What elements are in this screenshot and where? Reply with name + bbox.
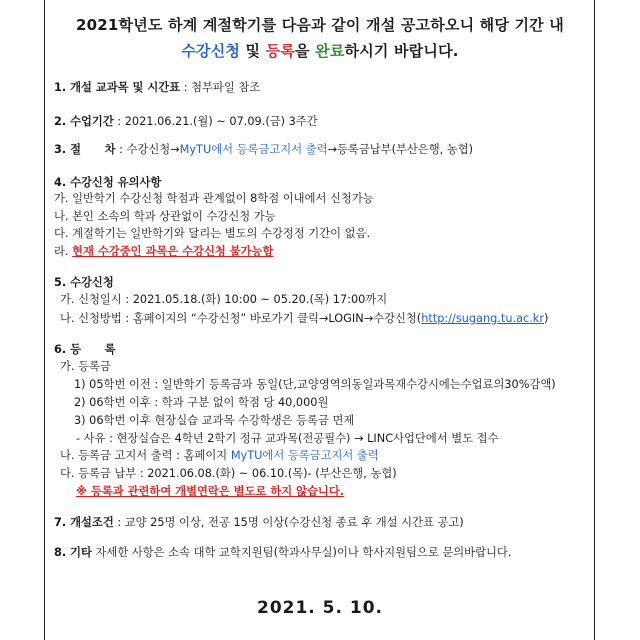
section-4-label: 4. 수강신청 유의사항 bbox=[54, 176, 162, 189]
title-rest: 하시기 바랍니다. bbox=[344, 42, 459, 60]
notice-title-line2 bbox=[0, 40, 640, 61]
section-4-item-ga: 가. 일반학기 수강신청 학점과 관계없이 8학점 이내에서 신청가능 bbox=[54, 192, 374, 205]
section-5-item-na bbox=[60, 312, 548, 326]
section-4-item-ra-prefix: 라. bbox=[54, 245, 73, 258]
notice-title-line1: 2021학년도 하계 계절학기를 다음과 같이 개설 공고하오니 해당 기간 내 bbox=[76, 16, 564, 34]
section-8-text: 자세한 사항은 소속 대학 교학지원팀(학과사무실)이나 학사지원팀으로 문의바랍니다. bbox=[91, 546, 512, 559]
section-6-item-na-text: 나. 등록금 고지서 출력 : 홈페이지 bbox=[60, 449, 231, 462]
title-eul: 을 bbox=[295, 42, 316, 60]
section-6-subitem-3: 3) 06학번 이후 현장실습 교과목 수강학생은 등록금 면제 bbox=[74, 414, 355, 427]
section-1-label: 1. 개설 교과목 및 시간표 bbox=[54, 81, 181, 94]
section-6-item-na bbox=[60, 449, 379, 463]
section-7 bbox=[54, 516, 464, 530]
title-and: 및 bbox=[240, 42, 266, 60]
title-register-course: 수강신청 bbox=[181, 42, 241, 60]
sugang-link[interactable]: http://sugang.tu.ac.kr bbox=[421, 312, 544, 325]
section-6-item-da: 다. 등록금 납부 : 2021.06.08.(화) ~ 06.10.(목)- (부산은행, 농협) bbox=[60, 467, 397, 480]
section-6-reason: - 사유 : 현장실습은 4학년 2학기 정규 교과목(전공필수) → LINC사업단에서 별도 접수 bbox=[76, 432, 499, 445]
title-registration: 등록 bbox=[265, 42, 296, 60]
title-complete: 완료 bbox=[315, 42, 345, 60]
notice-date: 2021. 5. 10. bbox=[256, 598, 383, 618]
section-1-text: : 첨부파일 참조 bbox=[180, 81, 261, 94]
section-5-item-na-text: 나. 신청방법 : 홈페이지의 “수강신청” 바로가기 클릭→LOGIN→수강신청( bbox=[60, 312, 422, 325]
section-7-text: : 교양 25명 이상, 전공 15명 이상(수강신청 종료 후 개설 시간표 공고) bbox=[113, 516, 464, 529]
section-4-item-ra-text: 현재 수강중인 과목은 수강신청 불가능함 bbox=[72, 245, 274, 258]
section-1 bbox=[54, 81, 260, 95]
section-6-subitem-2: 2) 06학번 이후 : 학과 구분 없이 학점 당 40,000원 bbox=[74, 396, 329, 409]
section-3-label: 3. 절 차 bbox=[54, 143, 116, 156]
section-5-item-ga: 가. 신청일시 : 2021.05.18.(화) 10:00 ~ 05.20.(목) 17:00까지 bbox=[60, 293, 388, 306]
section-5-item-na-close: ) bbox=[543, 312, 549, 325]
section-4-item-da: 다. 계절학기는 일반학기와 달리는 별도의 수강정정 기간이 없음. bbox=[54, 227, 371, 240]
section-4-item-na: 나. 본인 소속의 학과 상관없이 수강신청 가능 bbox=[54, 210, 276, 223]
section-6-label: 6. 등 록 bbox=[54, 343, 116, 356]
section-6-subitem-1: 1) 05학번 이전 : 일반학기 등록금과 동일(단,교양영역의동일과목재수강시에는수업료의30%감액) bbox=[74, 378, 556, 391]
section-6-item-na-mytu: MyTU에서 등록금고지서 출력 bbox=[230, 449, 379, 462]
section-8 bbox=[54, 546, 511, 560]
section-2-label: 2. 수업기간 bbox=[54, 115, 114, 128]
section-3-text-c: →등록금납부(부산은행, 농협) bbox=[327, 143, 474, 156]
section-2-text: : 2021.06.21.(월) ~ 07.09.(금) 3주간 bbox=[113, 115, 318, 128]
section-3-text-b: MyTU에서 등록금고지서 출력 bbox=[179, 143, 328, 156]
section-6-item-ga: 가. 등록금 bbox=[60, 360, 111, 373]
section-8-label: 8. 기타 bbox=[54, 546, 92, 559]
section-5-label: 5. 수강신청 bbox=[54, 276, 114, 289]
section-7-label: 7. 개설조건 bbox=[54, 516, 114, 529]
section-3-text-a: : 수강신청→ bbox=[115, 143, 180, 156]
section-2 bbox=[54, 115, 318, 129]
section-4-item-ra bbox=[54, 245, 273, 259]
section-6-note: ※ 등록과 관련하여 개별연락은 별도로 하지 않습니다. bbox=[76, 485, 345, 498]
section-3 bbox=[54, 143, 473, 157]
